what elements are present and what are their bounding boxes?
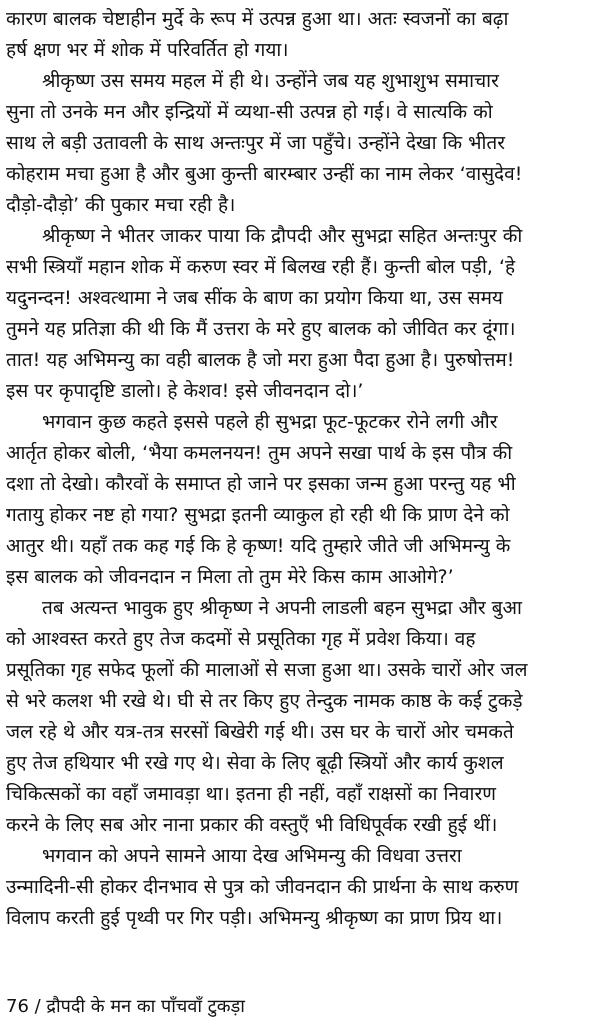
text-line: सभी स्त्रियाँ महान शोक में करुण स्वर में बिलख रही हैं। कुन्ती बोल पड़ी, ‘हे <box>6 256 516 278</box>
text-line: दौड़ो-दौड़ो’ की पुकार मचा रही है। <box>6 194 236 216</box>
text-line: जल रहे थे और यत्र-तत्र सरसों बिखेरी गई थी। उस घर के चारों ओर चमकते <box>6 721 514 743</box>
text-line: आतुर थी। यहाँ तक कह गई कि हे कृष्ण! यदि तुम्हारे जीते जी अभिमन्यु के <box>6 535 511 557</box>
text-line: इस बालक को जीवनदान न मिला तो तुम मेरे किस काम आओगे?’ <box>6 566 454 588</box>
paragraph <box>6 4 592 66</box>
text-line: यदुनन्दन! अश्वत्थामा ने जब सींक के बाण का प्रयोग किया था, उस समय <box>6 287 503 309</box>
text-line: भगवान कुछ कहते इससे पहले ही सुभद्रा फूट-फूटकर रोने लगी और <box>42 411 498 433</box>
text-line: को आश्वस्त करते हुए तेज कदमों से प्रसूतिका गृह में प्रवेश किया। वह <box>6 628 476 650</box>
text-line: साथ ले बड़ी उतावली के साथ अन्तःपुर में जा पहुँचे। उन्होंने देखा कि भीतर <box>6 132 505 154</box>
text-line: विलाप करती हुई पृथ्वी पर गिर पड़ी। अभिमन्यु श्रीकृष्ण का प्राण प्रिय था। <box>6 907 503 929</box>
text-line: सुना तो उनके मन और इन्द्रियों में व्यथा-सी उत्पन्न हो गई। वे सात्यकि को <box>6 101 493 123</box>
paragraph <box>6 221 592 407</box>
text-line: प्रसूतिका गृह सफेद फूलों की मालाओं से सजा हुआ था। उसके चारों ओर जल <box>6 659 528 681</box>
text-line: तात! यह अभिमन्यु का वही बालक है जो मरा हुआ पैदा हुआ है। पुरुषोत्तम! <box>6 349 515 371</box>
text-line: तब अत्यन्त भावुक हुए श्रीकृष्ण ने अपनी लाडली बहन सुभद्रा और बुआ <box>42 597 522 619</box>
text-line: करने के लिए सब ओर नाना प्रकार की वस्तुएँ भी विधिपूर्वक रखी हुई थीं। <box>6 814 498 836</box>
text-line: कारण बालक चेष्टाहीन मुर्दे के रूप में उत्पन्न हुआ था। अतः स्वजनों का बढ़ा <box>6 8 509 30</box>
text-line: तुमने यह प्रतिज्ञा की थी कि मैं उत्तरा के मरे हुए बालक को जीवित कर दूंगा। <box>6 318 516 340</box>
text-line: गतायु होकर नष्ट हो गया? सुभद्रा इतनी व्याकुल हो रही थी कि प्राण देने को <box>6 504 510 526</box>
text-line: श्रीकृष्ण ने भीतर जाकर पाया कि द्रौपदी और सुभद्रा सहित अन्तःपुर की <box>42 225 523 247</box>
text-line: कोहराम मचा हुआ है और बुआ कुन्ती बारम्बार उन्हीं का नाम लेकर ‘वासुदेव! <box>6 163 523 185</box>
text-line: उन्मादिनी-सी होकर दीनभाव से पुत्र को जीवनदान की प्रार्थना के साथ करुण <box>6 876 519 898</box>
text-line: आर्तृत होकर बोली, ‘भैया कमलनयन! तुम अपने सखा पार्थ के इस पौत्र की <box>6 442 513 464</box>
text-line: इस पर कृपादृष्टि डालो। हे केशव! इसे जीवनदान दो।’ <box>6 380 364 402</box>
body-text <box>6 4 592 934</box>
text-line: भगवान को अपने सामने आया देख अभिमन्यु की विधवा उत्तरा <box>42 845 462 867</box>
text-line: श्रीकृष्ण उस समय महल में ही थे। उन्होंने जब यह शुभाशुभ समाचार <box>42 70 499 92</box>
text-line: चिकित्सकों का वहाँ जमावड़ा था। इतना ही नहीं, वहाँ राक्षसों का निवारण <box>6 783 496 805</box>
text-line: हर्ष क्षण भर में शोक में परिवर्तित हो गया। <box>6 39 289 61</box>
text-line: दशा तो देखो। कौरवों के समाप्त हो जाने पर इसका जन्म हुआ परन्तु यह भी <box>6 473 516 495</box>
paragraph <box>6 407 592 593</box>
paragraph <box>6 593 592 841</box>
text-line: हुए तेज हथियार भी रखे गए थे। सेवा के लिए बूढ़ी स्त्रियों और कार्य कुशल <box>6 752 504 774</box>
page-footer: 76 / द्रौपदी के मन का पाँचवाँ टुकड़ा <box>6 996 245 1017</box>
paragraph <box>6 841 592 934</box>
text-line: से भरे कलश भी रखे थे। घी से तर किए हुए तेन्दुक नामक काष्ठ के कई टुकड़े <box>6 690 523 712</box>
paragraph <box>6 66 592 221</box>
